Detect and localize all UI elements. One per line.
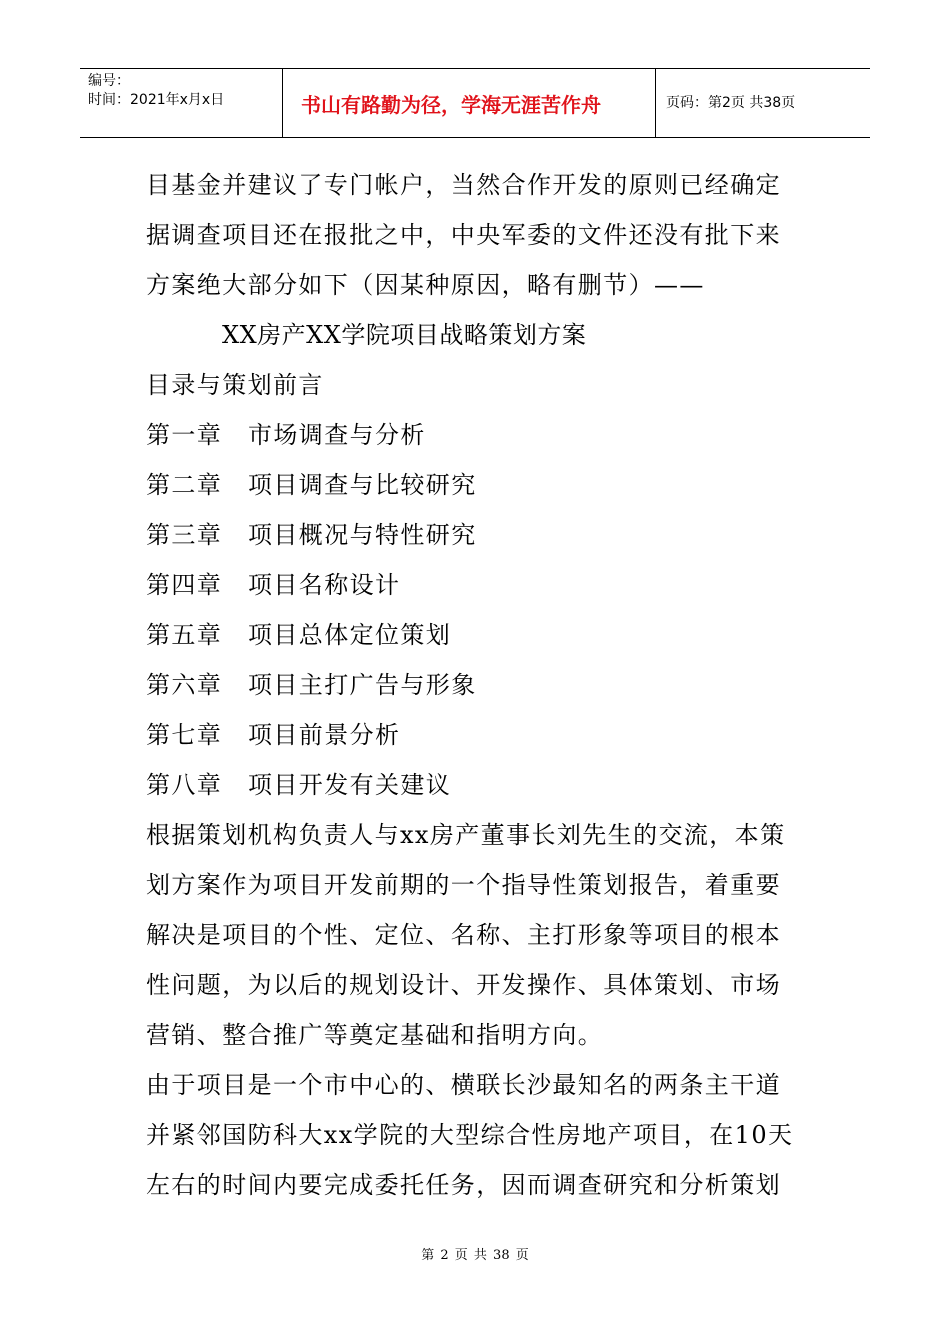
number-label: 编号： — [88, 73, 130, 89]
paragraph-line: 划方案作为项目开发前期的一个指导性策划报告，着重要 — [146, 871, 781, 899]
toc-item — [146, 460, 826, 510]
toc-item — [146, 510, 826, 560]
toc-chapter: 第八章 — [146, 771, 223, 799]
paragraph-line: 并紧邻国防科大xx学院的大型综合性房地产项目，在10天 — [146, 1121, 794, 1149]
toc-chapter: 第二章 — [146, 471, 223, 499]
toc-title: 项目开发有关建议 — [248, 771, 452, 799]
toc-item — [146, 660, 826, 710]
paragraph-line: 性问题，为以后的规划设计、开发操作、具体策划、市场 — [146, 971, 781, 999]
toc-title: 项目主打广告与形象 — [248, 671, 477, 699]
toc-title: 项目名称设计 — [248, 571, 401, 599]
page-label: 页码：第2页 共38页 — [666, 95, 796, 111]
toc-chapter: 第六章 — [146, 671, 223, 699]
document-body — [146, 160, 826, 1210]
plan-title: XX房产XX学院项目战略策划方案 — [222, 321, 587, 349]
toc-item — [146, 410, 826, 460]
paragraph-line: 据调查项目还在报批之中，中央军委的文件还没有批下来 — [146, 221, 781, 249]
header-motto-cell — [283, 69, 656, 137]
paragraph-line: 根据策划机构负责人与xx房产董事长刘先生的交流，本策 — [146, 821, 786, 849]
toc-title: 项目总体定位策划 — [248, 621, 452, 649]
toc-chapter: 第七章 — [146, 721, 223, 749]
toc-title: 项目调查与比较研究 — [248, 471, 477, 499]
toc-item — [146, 760, 826, 810]
page-header — [80, 68, 870, 138]
paragraph-line: 解决是项目的个性、定位、名称、主打形象等项目的根本 — [146, 921, 781, 949]
toc-intro: 目录与策划前言 — [146, 371, 324, 399]
header-page-cell — [656, 69, 870, 137]
toc-chapter: 第三章 — [146, 521, 223, 549]
toc-title: 市场调查与分析 — [248, 421, 426, 449]
header-meta-cell — [80, 69, 283, 137]
paragraph-line: 方案绝大部分如下（因某种原因，略有删节）—— — [146, 271, 705, 299]
toc-title: 项目前景分析 — [248, 721, 401, 749]
toc-title: 项目概况与特性研究 — [248, 521, 477, 549]
paragraph-line: 目基金并建议了专门帐户，当然合作开发的原则已经确定 — [146, 171, 781, 199]
toc-item — [146, 610, 826, 660]
paragraph-line: 由于项目是一个市中心的、横联长沙最知名的两条主干道 — [146, 1071, 781, 1099]
date-label: 时间：2021年x月x日 — [88, 92, 225, 108]
toc-item — [146, 560, 826, 610]
motto-text: 书山有路勤为径，学海无涯苦作舟 — [301, 93, 601, 117]
toc-item — [146, 710, 826, 760]
toc-chapter: 第五章 — [146, 621, 223, 649]
paragraph-line: 营销、整合推广等奠定基础和指明方向。 — [146, 1021, 604, 1049]
page-footer: 第 2 页 共 38 页 — [421, 1248, 529, 1263]
paragraph-line: 左右的时间内要完成委托任务，因而调查研究和分析策划 — [146, 1171, 781, 1199]
toc-chapter: 第四章 — [146, 571, 223, 599]
toc-chapter: 第一章 — [146, 421, 223, 449]
